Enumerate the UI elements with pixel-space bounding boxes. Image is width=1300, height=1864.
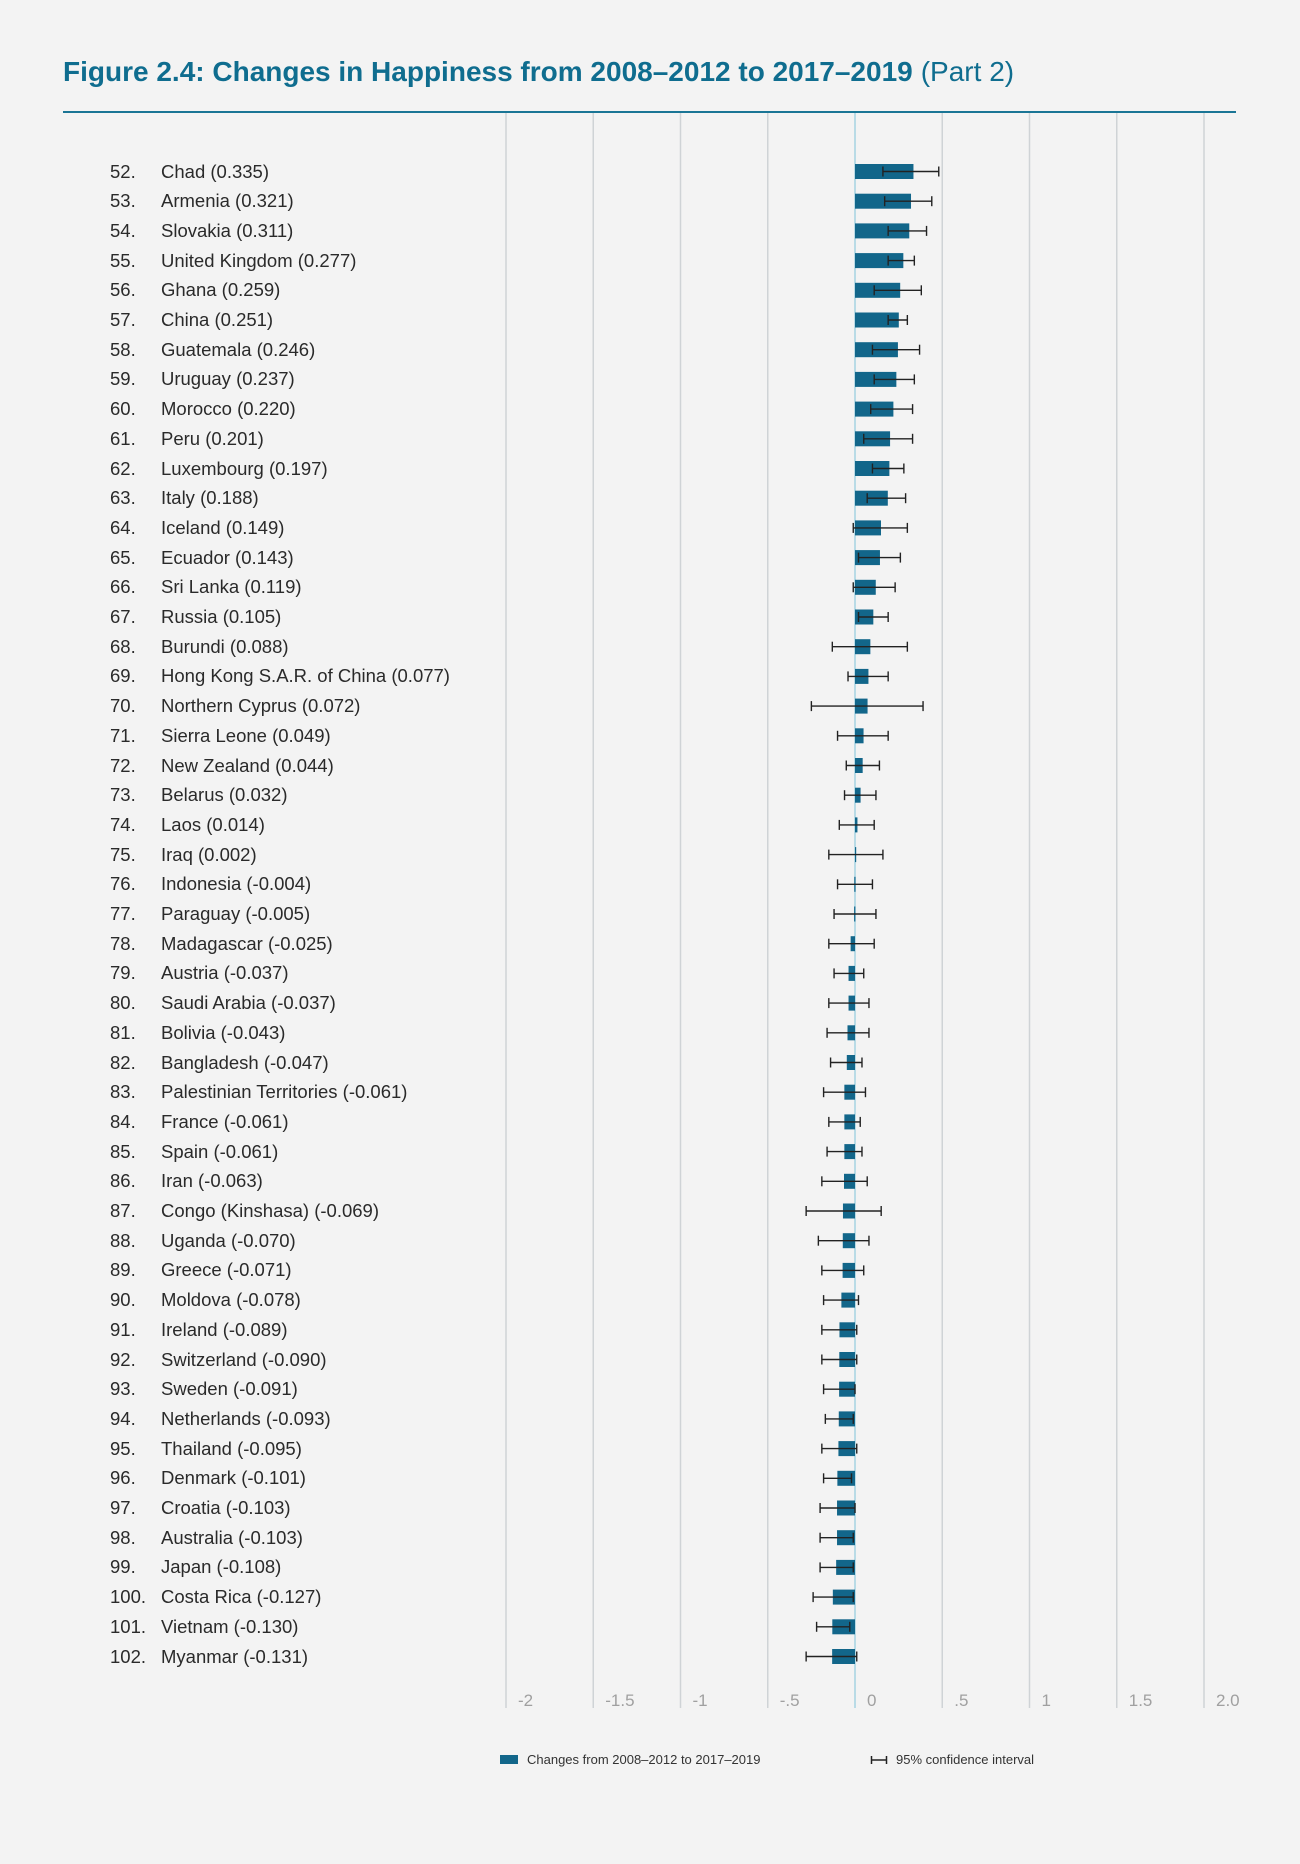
row-country: Thailand (-0.095): [161, 1437, 302, 1459]
row-country: Peru (0.201): [161, 427, 264, 449]
row-country: Chad (0.335): [161, 160, 269, 182]
row-rank: 89.: [110, 1259, 136, 1281]
row-rank: 52.: [110, 160, 136, 182]
legend-bar-swatch: [500, 1755, 518, 1764]
row-rank: 93.: [110, 1378, 136, 1400]
row-country: Slovakia (0.311): [161, 219, 294, 241]
row-rank: 77.: [110, 903, 136, 924]
row-label: [110, 1646, 308, 1668]
row-country: Sierra Leone (0.049): [161, 724, 331, 746]
row-country: Bolivia (-0.043): [161, 1021, 286, 1043]
row-label: [110, 1319, 287, 1341]
row-country: Belarus (0.032): [161, 784, 288, 806]
row-country: Myanmar (-0.131): [161, 1645, 309, 1667]
row-country: Bangladesh (-0.047): [161, 1051, 329, 1073]
row-country: Switzerland (-0.090): [161, 1348, 327, 1370]
row-country: Spain (-0.061): [161, 1140, 279, 1162]
row-label: [110, 992, 336, 1014]
row-label: [110, 1408, 331, 1430]
row-country: Italy (0.188): [161, 487, 259, 509]
row-label: [110, 339, 315, 361]
row-label: [110, 1200, 379, 1222]
row-rank: 83.: [110, 1081, 136, 1103]
row-label: [110, 1556, 281, 1578]
row-country: Sri Lanka (0.119): [161, 576, 302, 598]
x-tick-label: -1: [692, 1691, 708, 1710]
chart-title-sub: (Part 2): [920, 56, 1015, 87]
row-rank: 92.: [110, 1348, 136, 1370]
row-label: [110, 161, 269, 183]
row-rank: 79.: [110, 962, 136, 984]
x-tick-label: 1: [1041, 1691, 1051, 1710]
row-country: Guatemala (0.246): [161, 338, 316, 360]
row-label: [110, 725, 331, 747]
row-label: [110, 1170, 263, 1192]
row-country: Armenia (0.321): [161, 190, 294, 212]
row-label: [110, 1111, 289, 1133]
row-label: [110, 279, 280, 301]
row-rank: 88.: [110, 1229, 136, 1251]
row-label: [110, 933, 333, 955]
row-country: Congo (Kinshasa) (-0.069): [161, 1200, 379, 1221]
row-rank: 81.: [110, 1021, 136, 1043]
row-rank: 101.: [110, 1615, 147, 1637]
row-country: China (0.251): [161, 309, 274, 330]
row-label: [110, 368, 295, 390]
row-label: [110, 220, 293, 242]
row-label: [110, 1378, 298, 1400]
row-rank: 56.: [110, 279, 136, 301]
row-country: France (-0.061): [161, 1110, 289, 1132]
row-country: Austria (-0.037): [161, 962, 289, 984]
row-rank: 61.: [110, 427, 136, 449]
legend-item-bar: [500, 1752, 760, 1767]
row-rank: 54.: [110, 219, 136, 241]
row-rank: 65.: [110, 546, 136, 568]
row-rank: 74.: [110, 813, 136, 835]
row-rank: 87.: [110, 1200, 136, 1221]
row-rank: 84.: [110, 1110, 136, 1132]
row-rank: 70.: [110, 695, 136, 717]
row-label: [110, 814, 265, 836]
row-rank: 63.: [110, 487, 136, 509]
row-label: [110, 1081, 407, 1103]
row-label: [110, 784, 287, 806]
row-label: [110, 755, 334, 777]
x-tick-label: .5: [954, 1691, 969, 1710]
x-tick-label: -2: [518, 1691, 534, 1710]
row-country: Iceland (0.149): [161, 516, 285, 538]
row-rank: 100.: [110, 1586, 147, 1608]
row-rank: 64.: [110, 516, 136, 538]
row-label: [110, 458, 328, 480]
row-rank: 67.: [110, 606, 136, 627]
row-country: Japan (-0.108): [161, 1556, 282, 1578]
legend-bar-label: Changes from 2008–2012 to 2017–2019: [527, 1752, 761, 1767]
row-label: [110, 695, 360, 717]
row-rank: 85.: [110, 1140, 136, 1162]
chart-title-main: Figure 2.4: Changes in Happiness from 2008–2012 to 2017–2019: [63, 56, 913, 87]
row-country: Iran (-0.063): [161, 1170, 263, 1192]
row-label: [110, 428, 264, 450]
row-label: [110, 517, 284, 539]
row-label: [110, 487, 259, 509]
row-country: Paraguay (-0.005): [161, 903, 311, 924]
row-country: Denmark (-0.101): [161, 1467, 306, 1489]
row-label: [110, 547, 294, 569]
row-country: Uganda (-0.070): [161, 1229, 296, 1251]
row-label: [110, 1022, 285, 1044]
row-label: [110, 962, 289, 984]
row-rank: 58.: [110, 338, 136, 360]
row-rank: 91.: [110, 1318, 136, 1340]
row-rank: 62.: [110, 457, 136, 479]
row-label: [110, 1052, 329, 1074]
row-label: [110, 1349, 327, 1371]
row-label: [110, 1141, 278, 1163]
row-rank: 72.: [110, 754, 136, 776]
row-rank: 95.: [110, 1437, 136, 1459]
x-tick-label: -.5: [779, 1691, 800, 1710]
legend-ci-label: 95% confidence interval: [896, 1752, 1035, 1767]
row-country: United Kingdom (0.277): [161, 249, 357, 271]
row-country: Greece (-0.071): [161, 1259, 292, 1281]
row-rank: 80.: [110, 992, 136, 1014]
row-label: [110, 398, 296, 420]
row-rank: 86.: [110, 1170, 136, 1192]
legend-item-ci: [870, 1752, 1034, 1767]
x-tick-label: 0: [867, 1691, 877, 1710]
row-rank: 76.: [110, 873, 136, 895]
row-label: [110, 1259, 292, 1281]
row-country: Saudi Arabia (-0.037): [161, 992, 336, 1014]
row-country: Luxembourg (0.197): [161, 457, 328, 479]
row-label: [110, 636, 289, 658]
row-label: [110, 309, 273, 331]
row-rank: 97.: [110, 1497, 136, 1518]
row-label: [110, 576, 302, 598]
row-rank: 69.: [110, 665, 136, 687]
row-country: Iraq (0.002): [161, 843, 257, 865]
row-rank: 60.: [110, 398, 136, 420]
row-country: Madagascar (-0.025): [161, 932, 333, 954]
row-country: Hong Kong S.A.R. of China (0.077): [161, 665, 450, 687]
x-tick-label: 2.0: [1216, 1691, 1240, 1710]
row-country: Croatia (-0.103): [161, 1497, 291, 1518]
row-rank: 102.: [110, 1645, 147, 1667]
row-label: [110, 1497, 291, 1519]
row-label: [110, 1230, 296, 1252]
row-rank: 82.: [110, 1051, 136, 1073]
row-rank: 53.: [110, 190, 136, 212]
row-rank: 57.: [110, 309, 136, 330]
row-rank: 73.: [110, 784, 136, 806]
row-country: Ghana (0.259): [161, 279, 281, 301]
row-label: [110, 1616, 298, 1638]
row-country: Burundi (0.088): [161, 635, 289, 657]
row-country: Moldova (-0.078): [161, 1289, 301, 1311]
row-country: Netherlands (-0.093): [161, 1407, 331, 1429]
row-country: New Zealand (0.044): [161, 754, 334, 776]
row-country: Russia (0.105): [161, 606, 282, 627]
row-rank: 71.: [110, 724, 136, 746]
row-rank: 96.: [110, 1467, 136, 1489]
row-country: Sweden (-0.091): [161, 1378, 298, 1400]
row-rank: 98.: [110, 1526, 136, 1548]
row-label: [110, 1467, 306, 1489]
row-rank: 90.: [110, 1289, 136, 1311]
row-country: Ecuador (0.143): [161, 546, 294, 568]
row-country: Costa Rica (-0.127): [161, 1586, 322, 1608]
row-country: Ireland (-0.089): [161, 1318, 288, 1340]
confidence-interval-icon: [870, 1755, 888, 1765]
row-country: Palestinian Territories (-0.061): [161, 1081, 408, 1103]
row-rank: 66.: [110, 576, 136, 598]
row-rank: 59.: [110, 368, 136, 390]
row-label: [110, 665, 450, 687]
row-label: [110, 250, 356, 272]
x-tick-label: 1.5: [1128, 1691, 1153, 1710]
row-rank: 68.: [110, 635, 136, 657]
row-country: Vietnam (-0.130): [161, 1615, 299, 1637]
row-country: Morocco (0.220): [161, 398, 296, 420]
row-rank: 55.: [110, 249, 136, 271]
row-label: [110, 606, 281, 628]
row-label: [110, 903, 310, 925]
row-rank: 94.: [110, 1407, 136, 1429]
row-country: Uruguay (0.237): [161, 368, 295, 390]
row-country: Indonesia (-0.004): [161, 873, 312, 895]
row-country: Australia (-0.103): [161, 1526, 303, 1548]
row-label: [110, 1527, 303, 1549]
row-country: Laos (0.014): [161, 813, 265, 835]
row-label: [110, 844, 257, 866]
row-rank: 99.: [110, 1556, 136, 1578]
row-label: [110, 873, 311, 895]
row-rank: 75.: [110, 843, 136, 865]
x-tick-label: -1.5: [605, 1691, 635, 1710]
row-label: [110, 1586, 321, 1608]
row-rank: 78.: [110, 932, 136, 954]
row-country: Northern Cyprus (0.072): [161, 695, 361, 717]
row-label: [110, 1438, 302, 1460]
row-label: [110, 1289, 301, 1311]
row-label: [110, 190, 294, 212]
